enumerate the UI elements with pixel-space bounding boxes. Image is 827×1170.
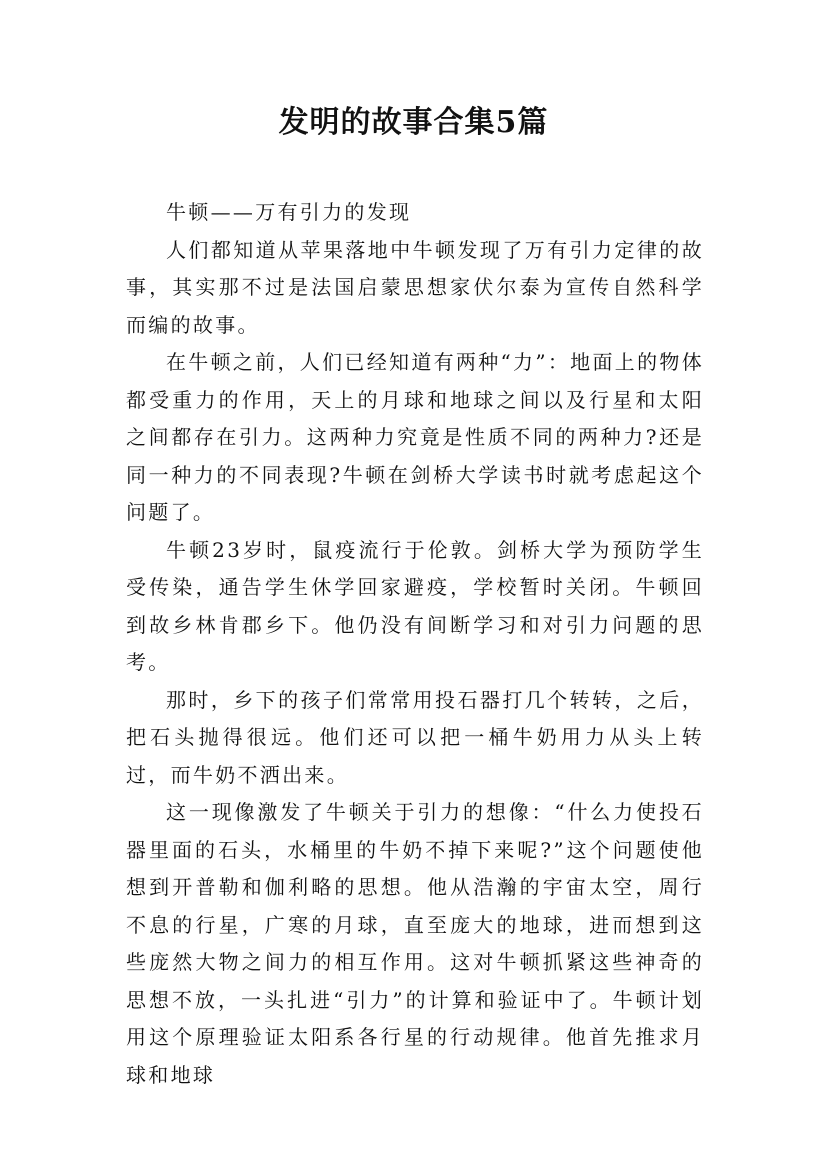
paragraph-4: 那时，乡下的孩子们常常用投石器打几个转转，之后，把石头抛得很远。他们还可以把一桶牛奶用力从头上转过，而牛奶不洒出来。 — [126, 687, 704, 787]
paragraph-3: 牛顿23岁时，鼠疫流行于伦敦。剑桥大学为预防学生受传染，通告学生休学回家避疫，学校暂时关闭。牛顿回到故乡林肯郡乡下。他仍没有间断学习和对引力问题的思考。 — [126, 537, 704, 674]
document-title: 发明的故事合集5篇 — [278, 105, 549, 140]
paragraph-2: 在牛顿之前，人们已经知道有两种“力”：地面上的物体都受重力的作用，天上的月球和地球之间以及行星和太阳之间都存在引力。这两种力究竟是性质不同的两种力?还是同一种力的不同表现?牛顿在剑桥大学读书时就考虑起这个问题了。 — [126, 350, 704, 524]
section-heading: 牛顿——万有引力的发现 — [166, 200, 412, 224]
paragraph-5: 这一现像激发了牛顿关于引力的想像：“什么力使投石器里面的石头，水桶里的牛奶不掉下来呢?”这个问题使他想到开普勒和伽利略的思想。他从浩瀚的宇宙太空，周行不息的行星，广寒的月球，直至庞大的地球，进而想到这些庞然大物之间力的相互作用。这对牛顿抓紧这些神奇的思想不放，一头扎进“引力”的计算和验证中了。牛顿计划用这个原理验证太阳系各行星的行动规律。他首先推求月球和地球 — [126, 800, 704, 1087]
document-body — [126, 194, 704, 1094]
paragraph-1: 人们都知道从苹果落地中牛顿发现了万有引力定律的故事，其实那不过是法国启蒙思想家伏尔泰为宣传自然科学而编的故事。 — [126, 237, 704, 337]
